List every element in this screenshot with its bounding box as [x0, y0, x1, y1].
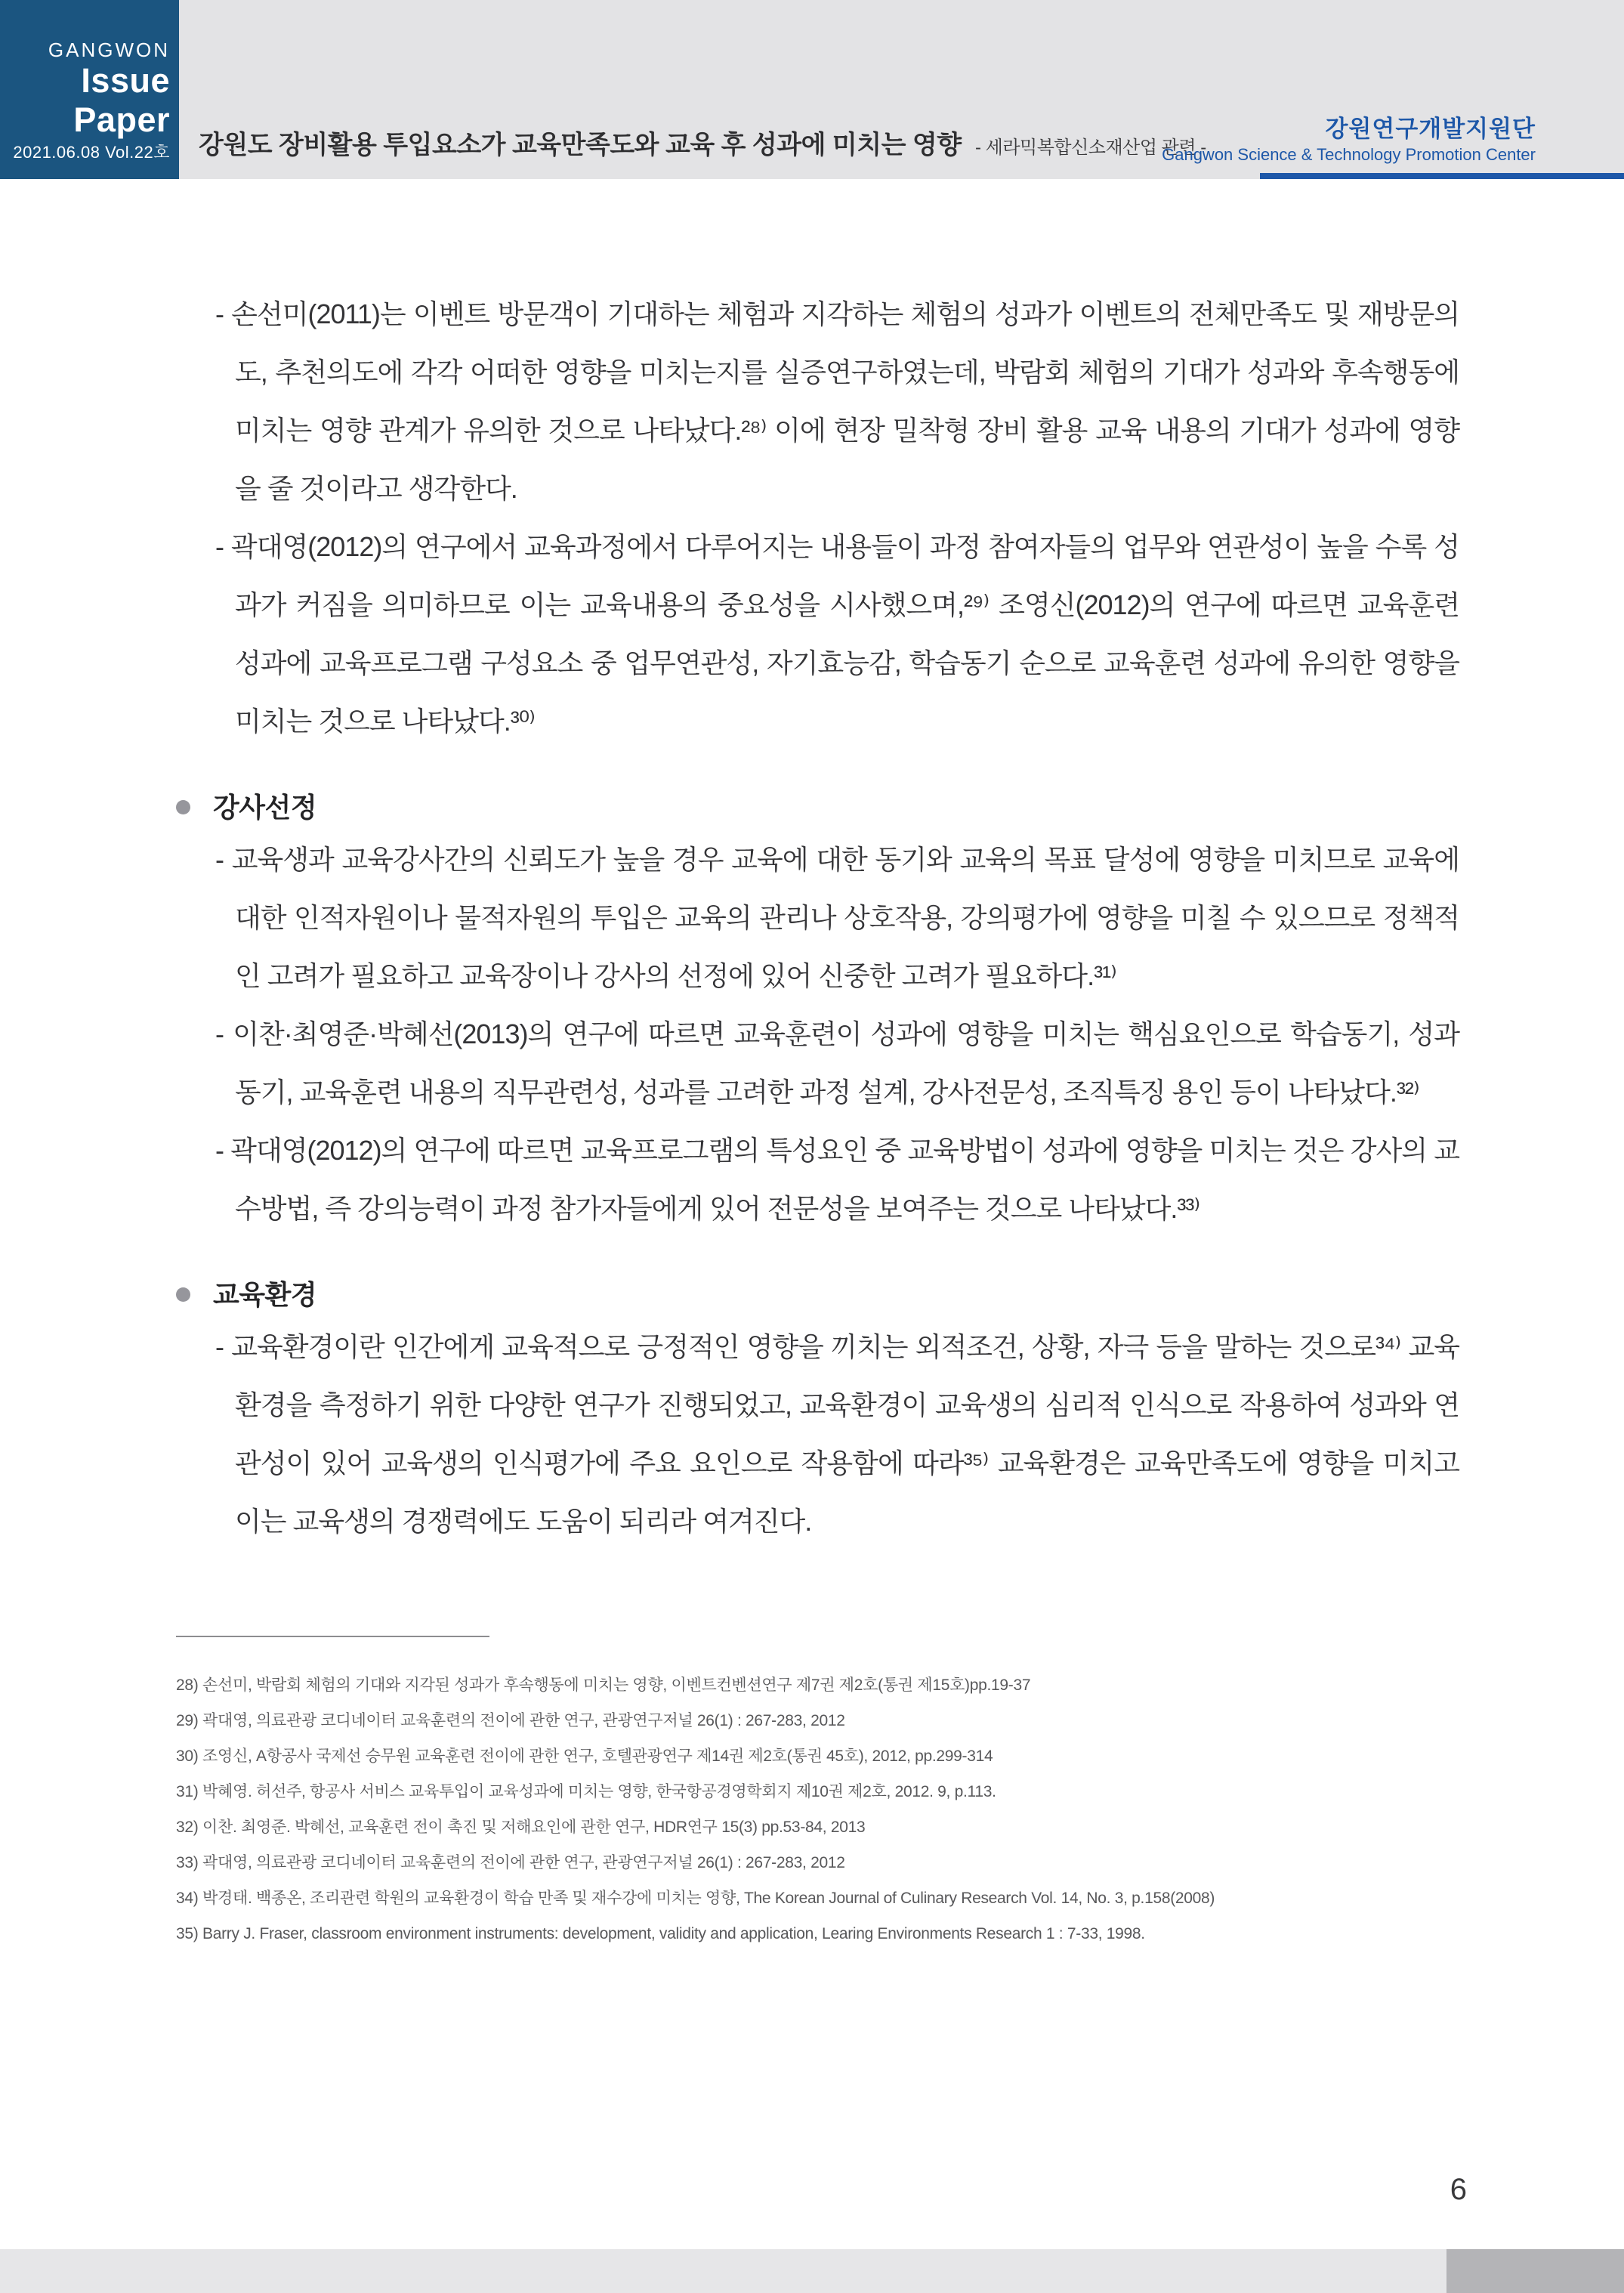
section-heading-label: 교육환경 [213, 1279, 317, 1310]
bullet-dot-icon [176, 1287, 190, 1302]
footnote-divider [176, 1636, 489, 1637]
organization-name-korean: 강원연구개발지원단 [1325, 116, 1536, 142]
content [176, 285, 1469, 1952]
brand-gangwon-text: GANGWON [48, 39, 170, 61]
organization-name-english: Gangwon Science & Technology Promotion Center [1162, 145, 1536, 164]
footnote: 32) 이찬. 최영준. 박혜선, 교육훈련 전이 촉진 및 저해요인에 관한 연구, HDR연구 15(3) pp.53-84, 2013 [176, 1819, 866, 1836]
footnote: 35) Barry J. Fraser, classroom environment instruments: development, validity and application, Learing Environments Research 1 : 7-33, 1998. [176, 1925, 1145, 1942]
footnotes [176, 1667, 1469, 1952]
footnote: 33) 곽대영, 의료관광 코디네이터 교육훈련의 전이에 관한 연구, 관광연구저널 26(1) : 267-283, 2012 [176, 1854, 845, 1871]
document-subtitle: - 세라믹복합신소재산업 관련 - [975, 138, 1206, 158]
org-accent-bar [1260, 173, 1624, 179]
footnote: 34) 박경태. 백종온, 조리관련 학원의 교육환경이 학습 만족 및 재수강에 미치는 영향, The Korean Journal of Culinary Research Vol. 14, No. 3, p.158(2008) [176, 1890, 1215, 1907]
section-heading-education-environment [176, 1278, 1469, 1312]
document-title-wrap [199, 124, 1206, 161]
footer-bar [0, 2249, 1624, 2293]
section-heading-instructor-selection [176, 790, 1469, 824]
page-number: 6 [1450, 2173, 1467, 2206]
list-item: - 곽대영(2012)의 연구에서 교육과정에서 다루어지는 내용들이 과정 참여자들의 업무와 연관성이 높을 수록 성과가 커짐을 의미하므로 이는 교육내용의 중요성을 시사했으며,²⁹⁾ 조영신(2012)의 연구에 따르면 교육훈련 성과에 교육프로그램 구성요소 중 업무연관성, 자기효능감, 학습동기 순으로 교육훈련 성과에 유의한 영향을 미치는 것으로 나타났다.³⁰⁾ [215, 531, 1459, 737]
list-item: - 교육생과 교육강사간의 신뢰도가 높을 경우 교육에 대한 동기와 교육의 목표 달성에 영향을 미치므로 교육에 대한 인적자원이나 물적자원의 투입은 교육의 관리나 상호작용, 강의평가에 영향을 미칠 수 있으므로 정책적인 고려가 필요하고 교육장이나 강사의 선정에 있어 신중한 고려가 필요하다.³¹⁾ [215, 844, 1459, 991]
section-heading-label: 강사선정 [213, 792, 317, 823]
footnote: 28) 손선미, 박람회 체험의 기대와 지각된 성과가 후속행동에 미치는 영향, 이벤트컨벤션연구 제7권 제2호(통권 제15호)pp.19-37 [176, 1676, 1031, 1694]
list-item: - 곽대영(2012)의 연구에 따르면 교육프로그램의 특성요인 중 교육방법이 성과에 영향을 미치는 것은 강사의 교수방법, 즉 강의능력이 과정 참가자들에게 있어 전문성을 보여주는 것으로 나타났다.³³⁾ [215, 1135, 1459, 1224]
document-title: 강원도 장비활용 투입요소가 교육만족도와 교육 후 성과에 미치는 영향 [199, 131, 962, 159]
organization-block [1162, 115, 1536, 166]
list-item: - 이찬·최영준·박혜선(2013)의 연구에 따르면 교육훈련이 성과에 영향을 미치는 핵심요인으로 학습동기, 성과동기, 교육훈련 내용의 직무관련성, 성과를 고려한 과정 설계, 강사전문성, 조직특징 용인 등이 나타났다.³²⁾ [215, 1018, 1459, 1108]
footer-accent-block [1446, 2249, 1624, 2293]
brand-box [0, 0, 179, 179]
header-band [179, 0, 1624, 179]
footnote: 29) 곽대영, 의료관광 코디네이터 교육훈련의 전이에 관한 연구, 관광연구저널 26(1) : 267-283, 2012 [176, 1712, 845, 1729]
footnote: 31) 박혜영. 허선주, 항공사 서비스 교육투입이 교육성과에 미치는 영향, 한국항공경영학회지 제10권 제2호, 2012. 9, p.113. [176, 1783, 996, 1800]
brand-date-volume: 2021.06.08 Vol.22호 [13, 143, 170, 162]
list-item: - 교육환경이란 인간에게 교육적으로 긍정적인 영향을 끼치는 외적조건, 상황, 자극 등을 말하는 것으로³⁴⁾ 교육환경을 측정하기 위한 다양한 연구가 진행되었고, 교육환경이 교육생의 심리적 인식으로 작용하여 성과와 연관성이 있어 교육생의 인식평가에 주요 요인으로 작용함에 따라³⁵⁾ 교육환경은 교육만족도에 영향을 미치고 이는 교육생의 경쟁력에도 도움이 되리라 여겨진다. [215, 1331, 1459, 1537]
header [0, 0, 1624, 179]
list-item: - 손선미(2011)는 이벤트 방문객이 기대하는 체험과 지각하는 체험의 성과가 이벤트의 전체만족도 및 재방문의도, 추천의도에 각각 어떠한 영향을 미치는지를 실증연구하였는데, 박람회 체험의 기대가 성과와 후속행동에 미치는 영향 관계가 유의한 것으로 나타났다.²⁸⁾ 이에 현장 밀착형 장비 활용 교육 내용의 기대가 성과에 영향을 줄 것이라고 생각한다. [215, 298, 1459, 504]
bullet-dot-icon [176, 800, 190, 814]
footnote: 30) 조영신, A항공사 국제선 승무원 교육훈련 전이에 관한 연구, 호텔관광연구 제14권 제2호(통권 45호), 2012, pp.299-314 [176, 1748, 993, 1765]
brand-issue-paper-title: Issue Paper [73, 61, 170, 139]
